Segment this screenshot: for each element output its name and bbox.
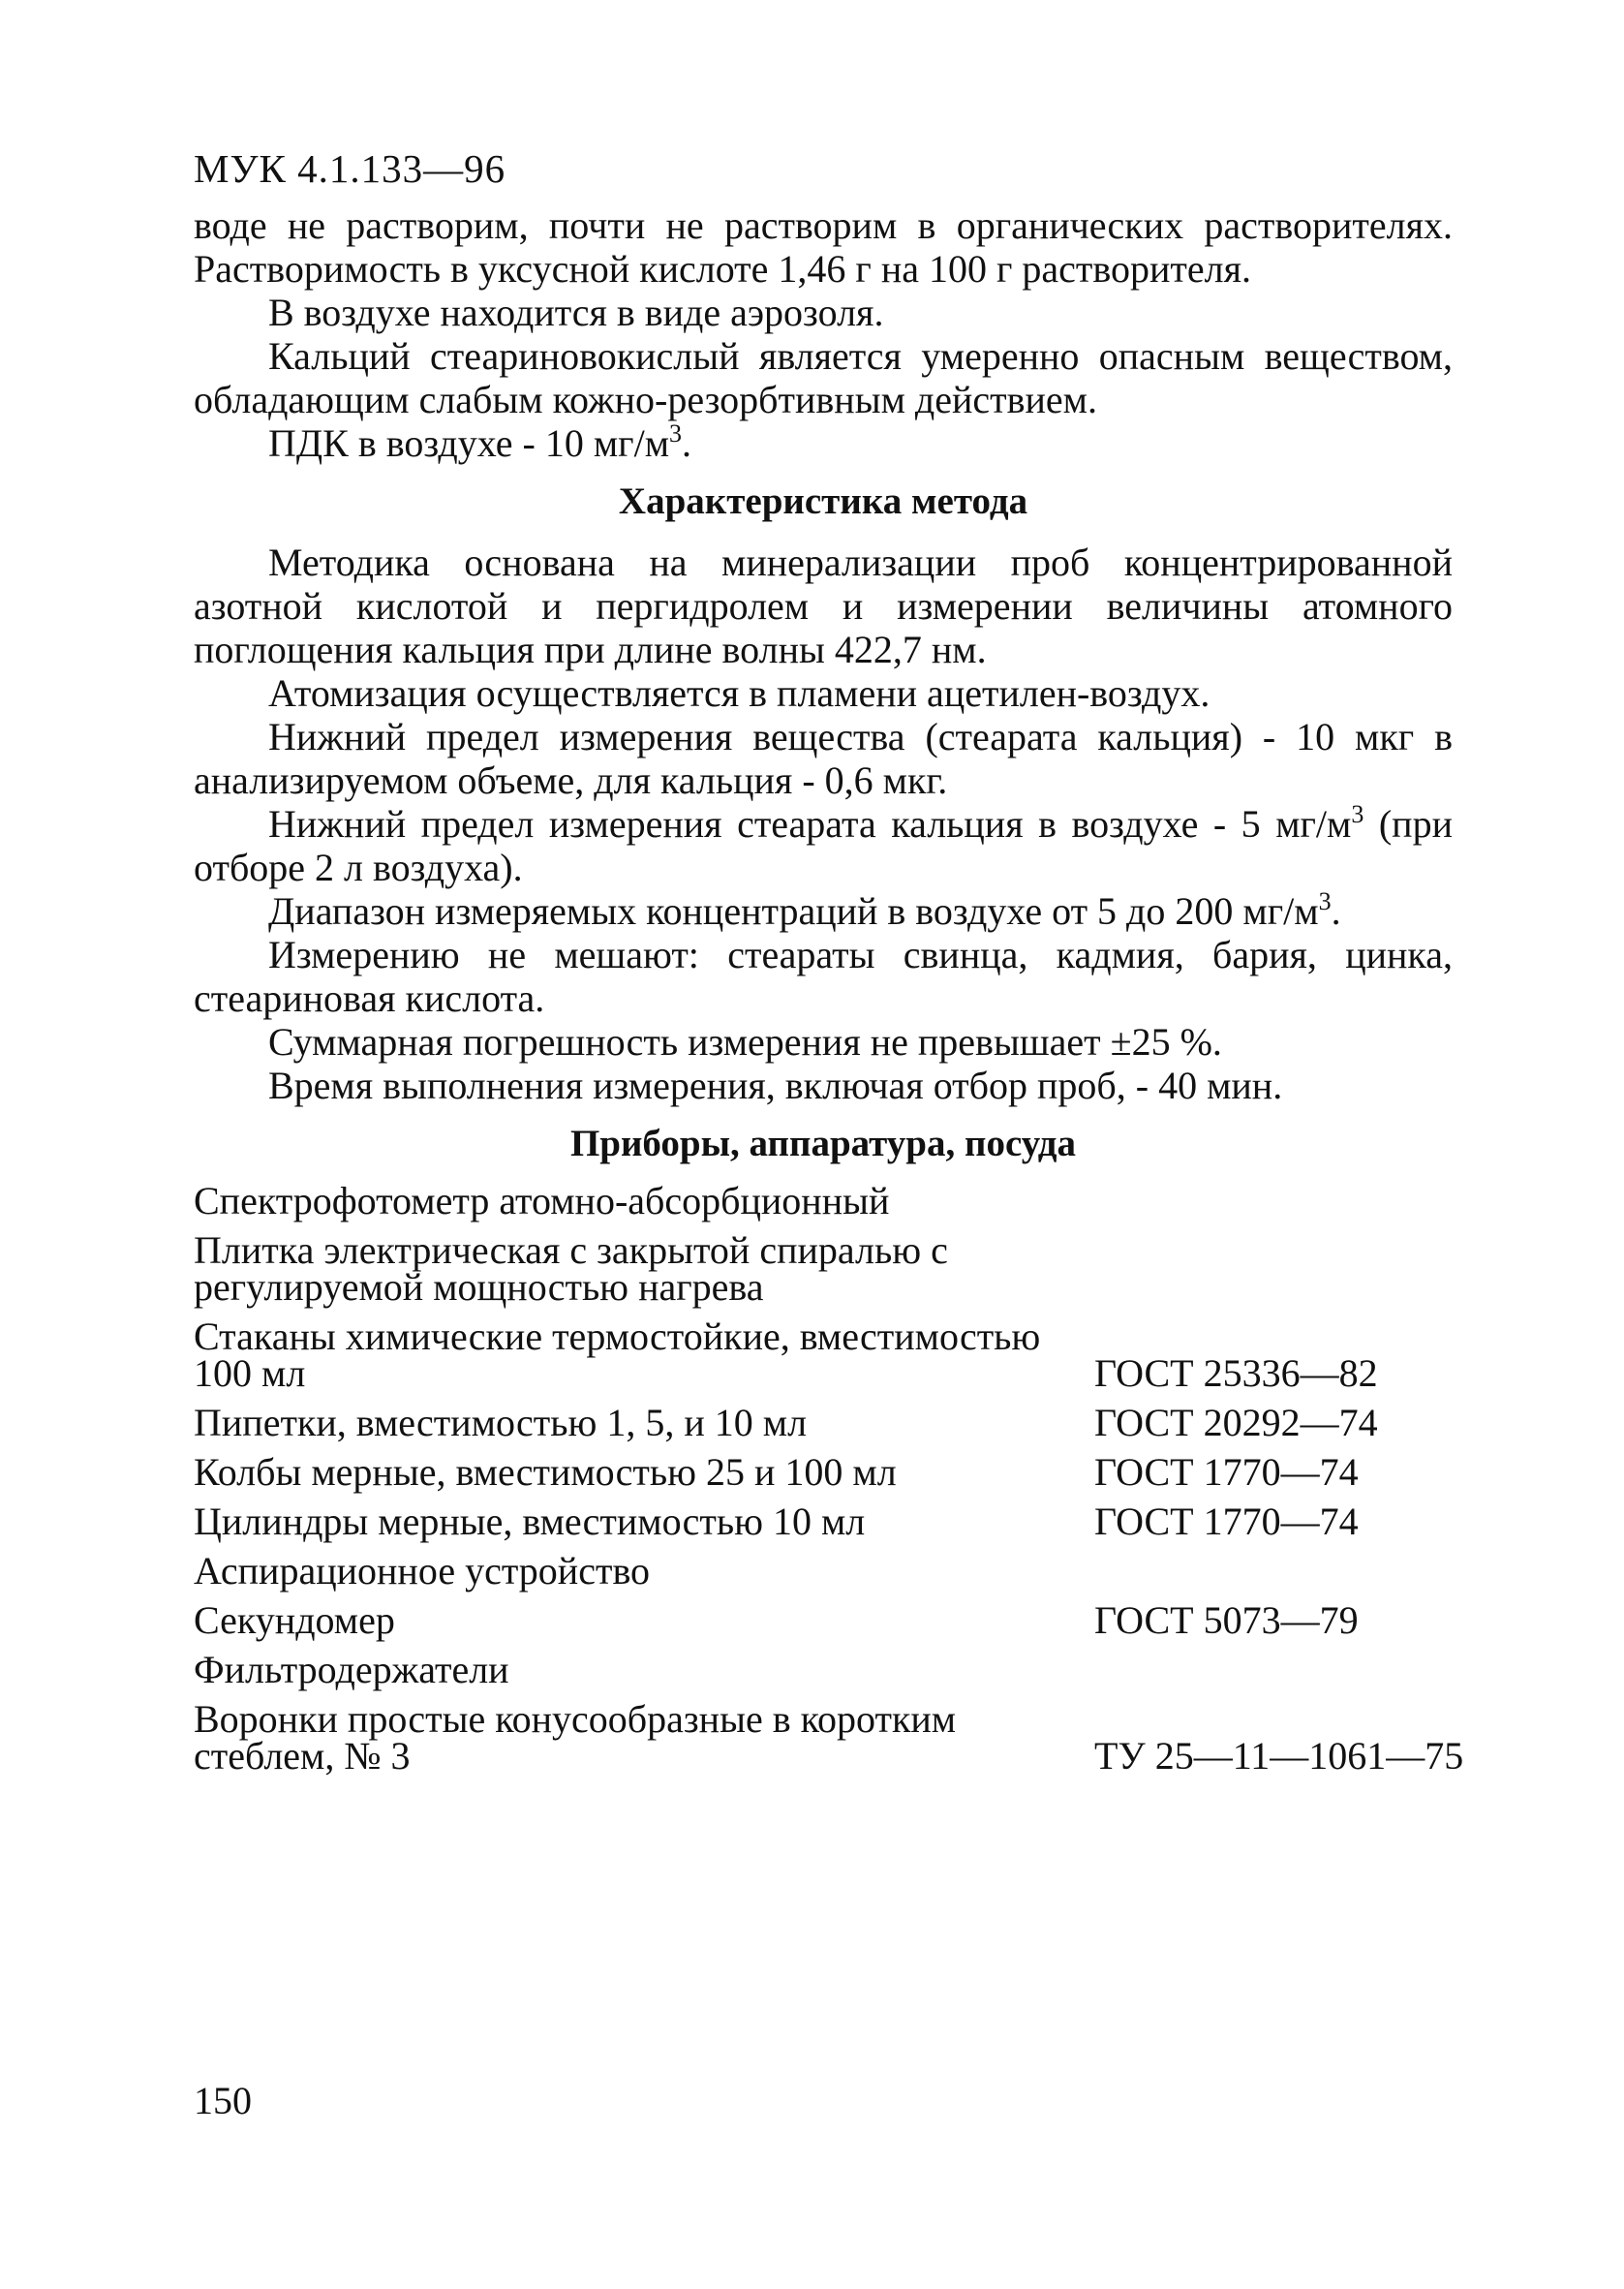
equipment-name: Пипетки, вместимостью 1, 5, и 10 мл [194, 1401, 808, 1444]
range-superscript: 3 [1318, 887, 1332, 915]
equipment-row [194, 1648, 1453, 1691]
method-paragraph-8: Время выполнения измерения, включая отбор проб, - 40 мин. [268, 1064, 1283, 1107]
method-paragraph-5 [194, 889, 1453, 933]
equipment-list [194, 1179, 1464, 1778]
pdk-paragraph [194, 421, 1453, 465]
equipment-row [194, 1179, 1453, 1222]
method-paragraph-6: Измерению не мешают: стеараты свинца, кадмия, бария, цинка, стеариновая кислота. [194, 933, 1453, 1020]
equipment-row [194, 1315, 1453, 1395]
document-page [194, 145, 1464, 1787]
equipment-name: Секундомер [194, 1598, 395, 1642]
method-paragraph-7: Суммарная погрешность измерения не превышает ±25 %. [268, 1020, 1222, 1064]
lower-limit-superscript: 3 [1351, 800, 1364, 828]
equipment-name: Воронки простые конусообразные в коротким стеблем, № 3 [194, 1697, 957, 1778]
equipment-row [194, 1549, 1453, 1593]
equipment-row [194, 1697, 1464, 1778]
lower-limit-text-end: (при отборе 2 л воздуха). [194, 802, 1453, 889]
intro-paragraph-2: В воздухе находится в виде аэрозоля. [268, 291, 884, 334]
range-text-end: . [1331, 889, 1341, 933]
equipment-row [194, 1401, 1453, 1444]
method-heading: Характеристика метода [618, 480, 1028, 522]
equipment-row [194, 1598, 1453, 1642]
equipment-heading: Приборы, аппаратура, посуда [569, 1123, 1077, 1164]
equipment-name: Цилиндры мерные, вместимостью 10 мл [194, 1500, 866, 1543]
equipment-name: Аспирационное устройство [194, 1549, 651, 1593]
pdk-end: . [682, 421, 692, 465]
equipment-name: Стаканы химические термостойкие, вместимостью 100 мл [194, 1315, 1041, 1395]
equipment-standard: ГОСТ 1770—74 [1094, 1500, 1359, 1543]
equipment-row [194, 1500, 1453, 1543]
equipment-standard: ГОСТ 1770—74 [1094, 1450, 1359, 1494]
document-code-header: МУК 4.1.133—96 [194, 146, 506, 191]
method-paragraph-1: Методика основана на минерализации проб концентрированной азотной кислотой и пергидролем и измерении величины атомного поглощения кальция при длине волны 422,7 нм. [194, 541, 1453, 671]
equipment-standard: ГОСТ 5073—79 [1094, 1598, 1359, 1642]
equipment-standard: ГОСТ 25336—82 [1094, 1351, 1378, 1395]
equipment-name: Спектрофотометр атомно-абсорбционный [194, 1179, 890, 1222]
equipment-name: Колбы мерные, вместимостью 25 и 100 мл [194, 1450, 897, 1494]
intro-paragraph-3: Кальций стеариновокислый является умеренно опасным веществом, обладающим слабым кожно-резорбтивным действием. [194, 334, 1453, 421]
lower-limit-text: Нижний предел измерения стеарата кальция в воздухе - 5 мг/м [268, 802, 1352, 846]
intro-paragraph-1: воде не растворим, почти не растворим в органических растворителях. Растворимость в уксусной кислоте 1,46 г на 100 г растворителя. [194, 203, 1453, 291]
pdk-superscript: 3 [669, 419, 683, 448]
equipment-name: Фильтродержатели [194, 1648, 509, 1691]
pdk-text: ПДК в воздухе - 10 мг/м [268, 421, 670, 465]
method-paragraph-4 [194, 802, 1453, 889]
method-paragraph-3: Нижний предел измерения вещества (стеарата кальция) - 10 мкг в анализируемом объеме, для кальция - 0,6 мкг. [194, 715, 1453, 802]
equipment-row [194, 1228, 1453, 1309]
equipment-standard: ГОСТ 20292—74 [1094, 1401, 1378, 1444]
equipment-standard: ТУ 25—11—1061—75 [1094, 1734, 1464, 1778]
page-number: 150 [194, 2079, 252, 2122]
range-text: Диапазон измеряемых концентраций в воздухе от 5 до 200 мг/м [268, 889, 1319, 933]
equipment-name: Плитка электрическая с закрытой спиралью с регулируемой мощностью нагрева [194, 1228, 948, 1309]
method-paragraph-2: Атомизация осуществляется в пламени ацетилен-воздух. [268, 671, 1210, 715]
equipment-row [194, 1450, 1453, 1494]
